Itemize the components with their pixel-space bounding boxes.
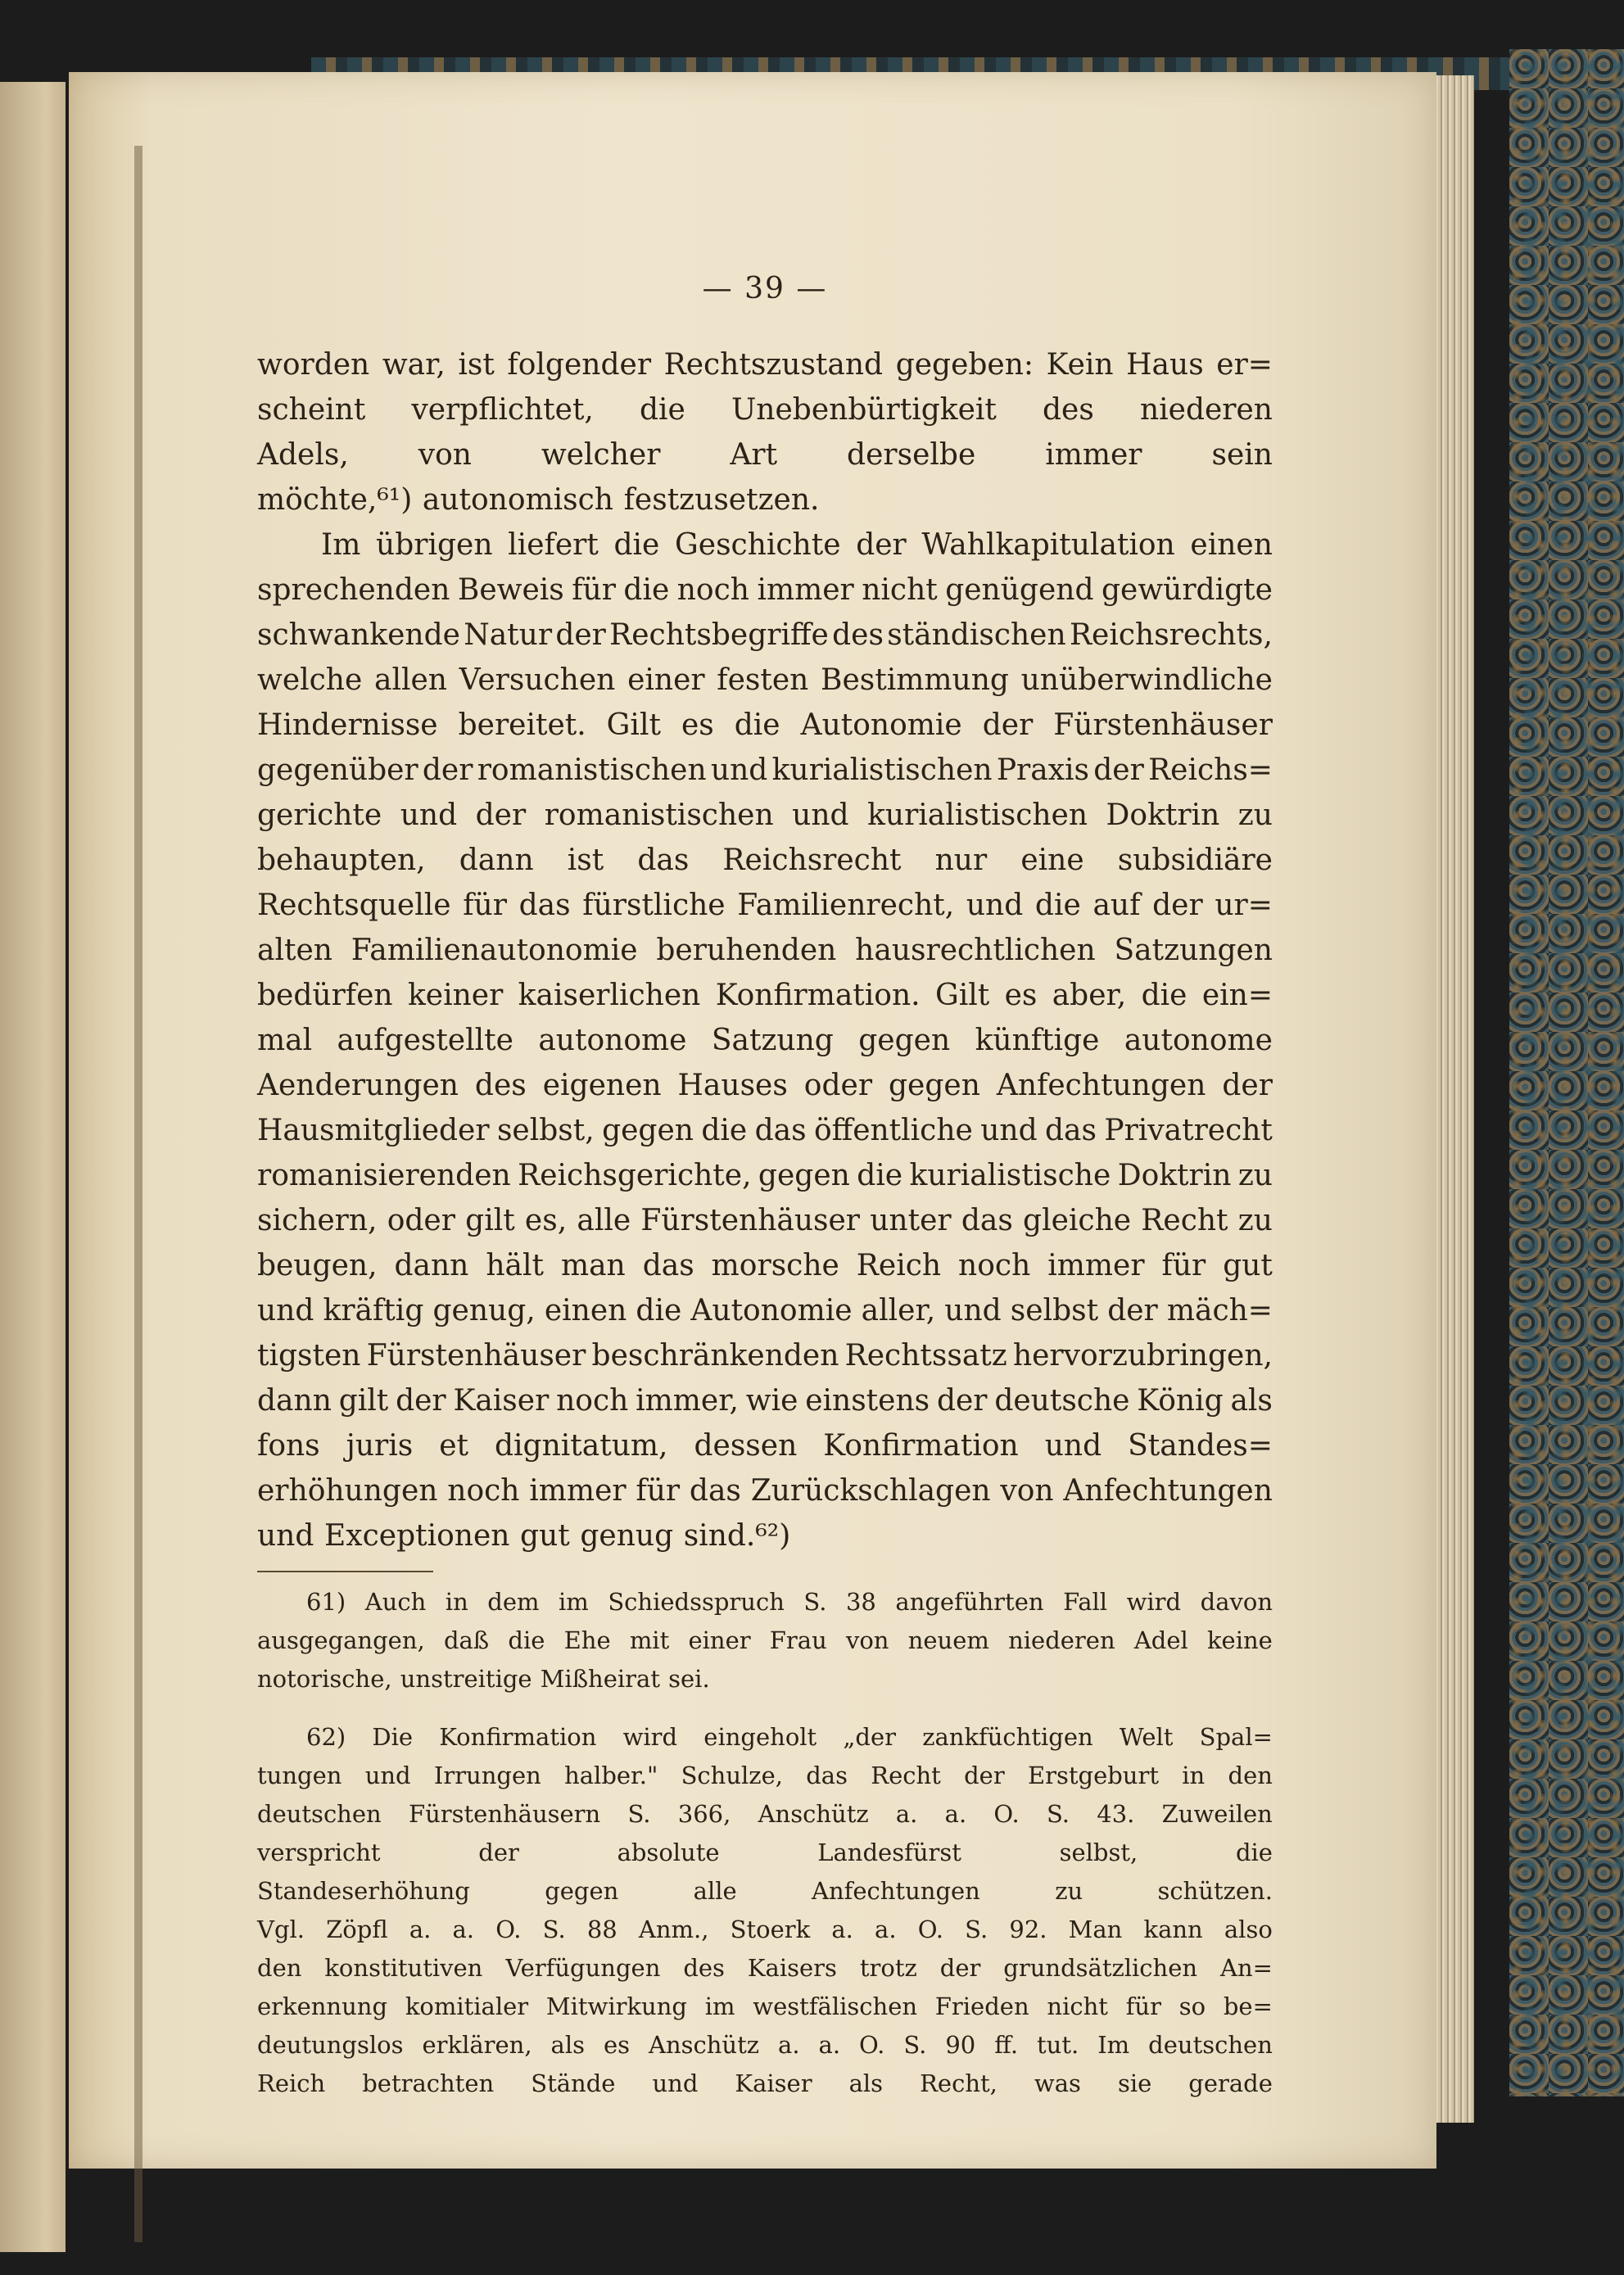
footnotes bbox=[257, 1583, 1273, 2103]
body-line: Im übrigen liefert die Geschichte der Wahlkapitulation einen bbox=[321, 528, 1273, 562]
footnote bbox=[257, 1583, 1273, 1698]
body-line: beugen, dann hält man das morsche Reich noch immer für gut bbox=[257, 1249, 1273, 1282]
body-line: und Exceptionen gut genug sind.⁶²) bbox=[257, 1519, 791, 1553]
body-line: behaupten, dann ist das Reichsrecht nur eine subsidiäre bbox=[257, 844, 1273, 877]
body-line: Hausmitglieder selbst, gegen die das öffentliche und das Privatrecht bbox=[257, 1114, 1273, 1147]
footnote-line: ausgegangen, daß die Ehe mit einer Frau von neuem niederen Adel keine bbox=[257, 1626, 1273, 1654]
footnote-gap bbox=[257, 1698, 1273, 1718]
marbled-cover-right bbox=[1509, 49, 1624, 2096]
body-line: tigsten Fürstenhäuser beschränkenden Rechtssatz hervorzubringen, bbox=[257, 1339, 1273, 1373]
body-line: und kräftig genug, einen die Autonomie aller, und selbst der mäch= bbox=[257, 1294, 1273, 1327]
footnote-line: verspricht der absolute Landesfürst selbst, die bbox=[257, 1839, 1273, 1866]
body-line: sichern, oder gilt es, alle Fürstenhäuser unter das gleiche Recht zu bbox=[257, 1204, 1273, 1237]
footnote-line: den konstitutiven Verfügungen des Kaisers trotz der grundsätzlichen An= bbox=[257, 1954, 1273, 1982]
body-line: schwankende Natur der Rechtsbegriffe des ständischen Reichsrechts, bbox=[257, 618, 1273, 652]
footnote-line: tungen und Irrungen halber." Schulze, das Recht der Erstgeburt in den bbox=[257, 1762, 1273, 1789]
body-line: sprechenden Beweis für die noch immer nicht genügend gewürdigte bbox=[257, 573, 1273, 607]
body-line: welche allen Versuchen einer festen Bestimmung unüberwindliche bbox=[257, 663, 1273, 697]
body-line: möchte,⁶¹) autonomisch festzusetzen. bbox=[257, 483, 820, 517]
footnote-line: 61) Auch in dem im Schiedsspruch S. 38 angeführten Fall wird davon bbox=[306, 1588, 1273, 1616]
body-line: Adels, von welcher Art derselbe immer sein bbox=[257, 438, 1273, 472]
body-line: scheint verpflichtet, die Unebenbürtigkeit des niederen bbox=[257, 393, 1273, 427]
body-line: bedürfen keiner kaiserlichen Konfirmation. Gilt es aber, die ein= bbox=[257, 979, 1273, 1012]
body-line: romanisierenden Reichsgerichte, gegen die kurialistische Doktrin zu bbox=[257, 1159, 1273, 1192]
body-line: worden war, ist folgender Rechtszustand gegeben: Kein Haus er= bbox=[257, 348, 1273, 382]
body-line: Rechtsquelle für das fürstliche Familienrecht, und die auf der ur= bbox=[257, 889, 1273, 922]
footnote-separator bbox=[257, 1571, 433, 1572]
previous-page-edge bbox=[0, 82, 66, 2252]
book-page bbox=[69, 72, 1436, 2169]
body-text bbox=[257, 342, 1273, 1558]
footnote-line: Standeserhöhung gegen alle Anfechtungen zu schützen. bbox=[257, 1877, 1273, 1905]
footnote-line: deutschen Fürstenhäusern S. 366, Anschütz a. a. O. S. 43. Zuweilen bbox=[257, 1800, 1273, 1828]
footnote-line: 62) Die Konfirmation wird eingeholt „der zankfüchtigen Welt Spal= bbox=[306, 1723, 1273, 1751]
footnote-line: deutungslos erklären, als es Anschütz a. a. O. S. 90 ff. tut. Im deutschen bbox=[257, 2031, 1273, 2059]
footnote-line: notorische, unstreitige Mißheirat sei. bbox=[257, 1665, 710, 1693]
footnote-line: erkennung komitialer Mitwirkung im westfälischen Frieden nicht für so be= bbox=[257, 1992, 1273, 2020]
body-line: fons juris et dignitatum, dessen Konfirmation und Standes= bbox=[257, 1429, 1273, 1463]
body-line: mal aufgestellte autonome Satzung gegen künftige autonome bbox=[257, 1024, 1273, 1057]
page-number: — 39 — bbox=[702, 272, 828, 305]
body-line: dann gilt der Kaiser noch immer, wie einstens der deutsche König als bbox=[257, 1384, 1273, 1418]
footnote-line: Vgl. Zöpfl a. a. O. S. 88 Anm., Stoerk a. a. O. S. 92. Man kann also bbox=[257, 1915, 1273, 1943]
footnote bbox=[257, 1718, 1273, 2103]
body-line: gerichte und der romanistischen und kurialistischen Doktrin zu bbox=[257, 798, 1273, 832]
body-line: alten Familienautonomie beruhenden hausrechtlichen Satzungen bbox=[257, 934, 1273, 967]
footnote-line: Reich betrachten Stände und Kaiser als Recht, was sie gerade bbox=[257, 2069, 1273, 2097]
body-line: erhöhungen noch immer für das Zurückschlagen von Anfechtungen bbox=[257, 1474, 1273, 1508]
body-line: gegenüber der romanistischen und kurialistischen Praxis der Reichs= bbox=[257, 753, 1273, 787]
body-line: Hindernisse bereitet. Gilt es die Autonomie der Fürstenhäuser bbox=[257, 708, 1273, 742]
body-line: Aenderungen des eigenen Hauses oder gegen Anfechtungen der bbox=[257, 1069, 1273, 1102]
gutter-shadow bbox=[134, 146, 142, 2242]
